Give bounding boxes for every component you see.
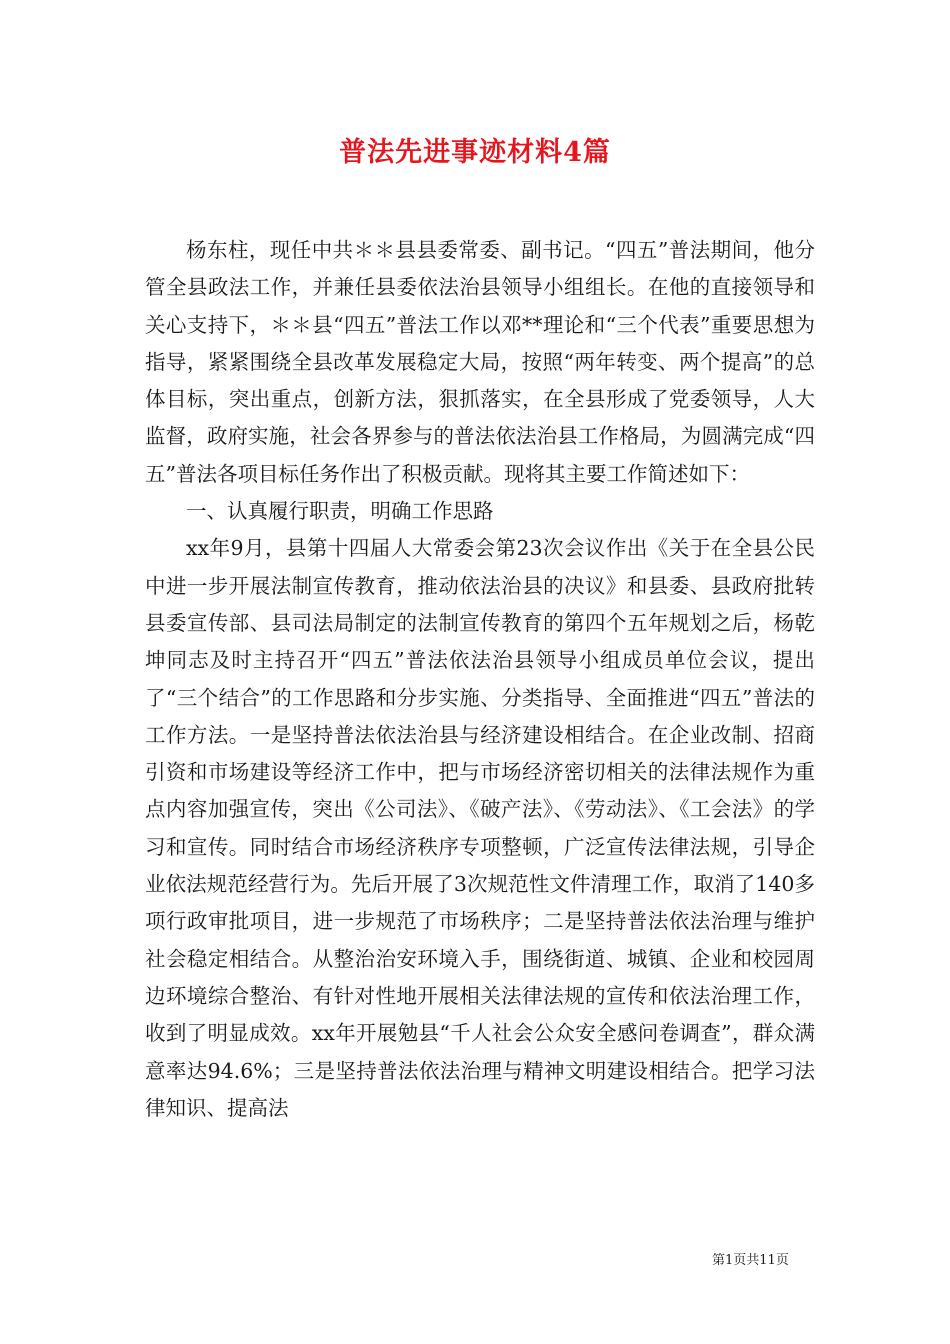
document-title: 普法先进事迹材料4篇 — [339, 137, 611, 168]
document-body — [145, 232, 815, 1127]
paragraph-section-1: xx年9月，县第十四届人大常委会第23次会议作出《关于在全县公民中进一步开展法制宣传教育，推动依法治县的决议》和县委、县政府批转县委宣传部、县司法局制定的法制宣传教育的第四个五年规划之后，杨乾坤同志及时主持召开“四五”普法依法治县领导小组成员单位会议，提出了“三个结合”的工作思路和分步实施、分类指导、全面推进“四五”普法的工作方法。一是坚持普法依法治县与经济建设相结合。在企业改制、招商引资和市场建设等经济工作中，把与市场经济密切相关的法律法规作为重点内容加强宣传，突出《公司法》、《破产法》、《劳动法》、《工会法》的学习和宣传。同时结合市场经济秩序专项整顿，广泛宣传法律法规，引导企业依法规范经营行为。先后开展了3次规范性文件清理工作，取消了140多项行政审批项目，进一步规范了市场秩序；二是坚持普法依法治理与维护社会稳定相结合。从整治治安环境入手，围绕街道、城镇、企业和校园周边环境综合整治、有针对性地开展相关法律法规的宣传和依法治理工作，收到了明显成效。xx年开展勉县“千人社会公众安全感问卷调查”，群众满意率达94.6%；三是坚持普法依法治理与精神文明建设相结合。把学习法律知识、提高法 — [145, 536, 815, 1120]
page-number-footer: 第1页共11页 — [712, 1253, 789, 1268]
paragraph-intro: 杨东柱，现任中共＊＊县县委常委、副书记。“四五”普法期间，他分管全县政法工作，并兼任县委依法治县领导小组组长。在他的直接领导和关心支持下，＊＊县“四五”普法工作以邓**理论和“三个代表”重要思想为指导，紧紧围绕全县改革发展稳定大局，按照“两年转变、两个提高”的总体目标，突出重点，创新方法，狠抓落实，在全县形成了党委领导，人大监督，政府实施，社会各界参与的普法依法治县工作格局，为圆满完成“四五”普法各项目标任务作出了积极贡献。现将其主要工作简述如下： — [145, 238, 815, 486]
section-heading: 一、认真履行职责，明确工作思路 — [186, 499, 494, 524]
